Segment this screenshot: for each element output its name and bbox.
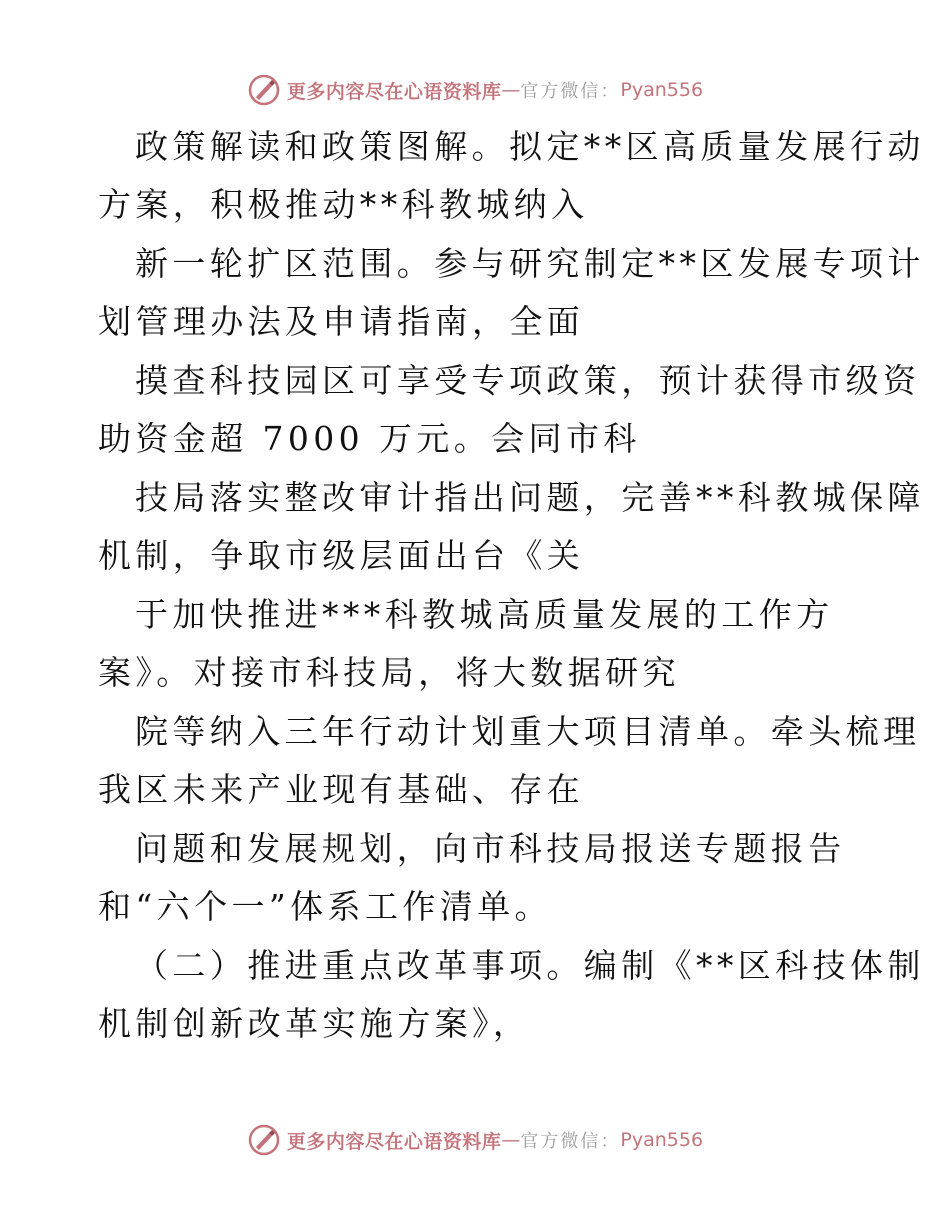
footer-wechat-label: 官方微信： <box>520 1131 621 1152</box>
header-slogan: 更多内容尽在心语资料库 <box>286 80 502 103</box>
pen-circle-logo-icon <box>247 1123 281 1157</box>
footer-dash: — <box>501 1129 521 1151</box>
text-line: 我区未来产业现有基础、存在 <box>98 770 585 809</box>
text-line: 助资金超 7000 万元。会同市科 <box>98 419 641 458</box>
text-line: （二）推进重点改革事项。编制《**区科技体制 <box>135 946 925 985</box>
header-dash: — <box>501 79 521 101</box>
text-line: 和“六个一”体系工作清单。 <box>98 887 552 926</box>
footer-wechat-id: Pyan556 <box>620 1129 704 1151</box>
text-line: 新一轮扩区范围。参与研究制定**区发展专项计 <box>135 244 925 283</box>
text-line: 政策解读和政策图解。拟定**区高质量发展行动 <box>135 127 925 166</box>
text-line: 问题和发展规划，向市科技局报送专题报告 <box>135 829 846 868</box>
text-line: 于加快推进***科教城高质量发展的工作方 <box>135 595 834 634</box>
text-line: 机制创新改革实施方案》， <box>98 1004 531 1043</box>
text-line: 摸查科技园区可享受专项政策，预计获得市级资 <box>135 361 921 400</box>
text-line: 案》。对接市科技局，将大数据研究 <box>98 653 680 692</box>
text-line: 方案，积极推动**科教城纳入 <box>98 185 589 224</box>
pen-circle-logo-icon <box>247 73 281 107</box>
text-line: 划管理办法及申请指南，全面 <box>98 302 585 341</box>
header-wechat-label: 官方微信： <box>520 81 621 102</box>
header-wechat-id: Pyan556 <box>620 79 704 101</box>
footer-slogan: 更多内容尽在心语资料库 <box>286 1130 502 1153</box>
text-line: 机制，争取市级层面出台《关 <box>98 536 585 575</box>
text-line: 技局落实整改审计指出问题，完善**科教城保障 <box>135 478 925 517</box>
footer-watermark <box>0 1120 950 1160</box>
header-watermark <box>0 70 950 110</box>
text-line: 院等纳入三年行动计划重大项目清单。牵头梳理 <box>135 712 921 751</box>
